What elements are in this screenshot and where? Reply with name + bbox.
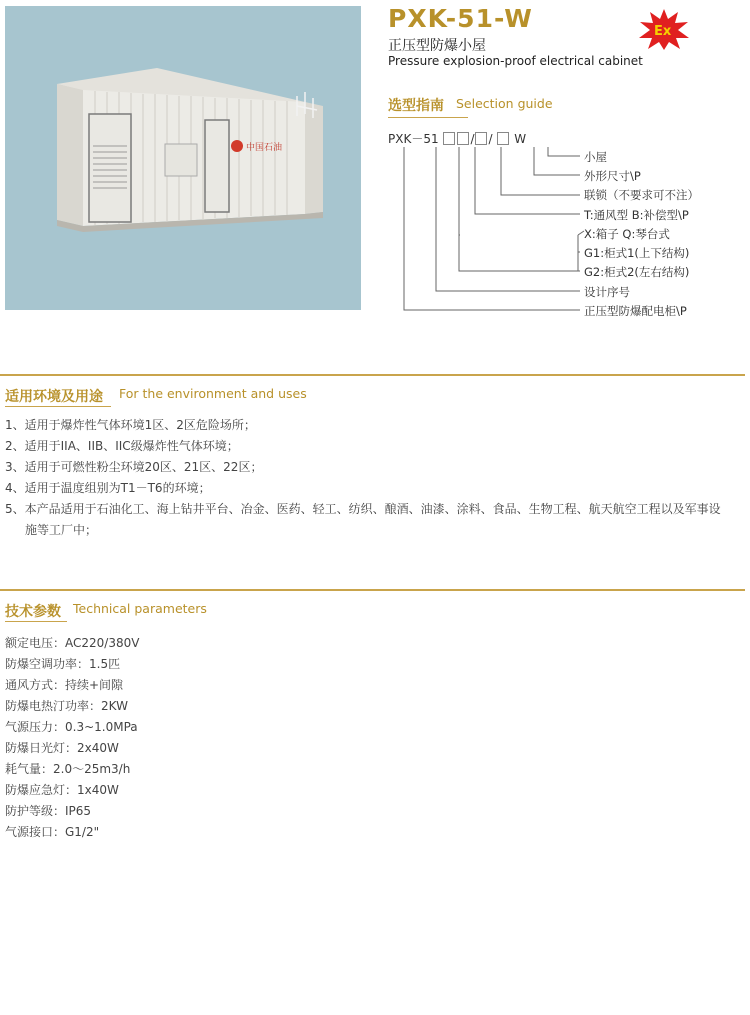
technical-title-en: Technical parameters [73, 601, 207, 616]
param-item: 通风方式：持续+间隙 [5, 678, 124, 692]
guide-item-9: 正压型防爆配电柜\P [584, 304, 687, 318]
guide-item-8: 设计序号 [584, 285, 630, 299]
param-item: 气源压力：0.3~1.0MPa [5, 720, 138, 734]
container-door-left [89, 114, 131, 222]
ex-badge [636, 8, 692, 50]
code-slash-1: / [470, 132, 475, 146]
container-door-right [205, 120, 229, 212]
container-panel [165, 144, 197, 176]
environment-rule [0, 374, 745, 376]
selection-connector-lines [388, 130, 728, 320]
param-item: 防爆日光灯：2x40W [5, 741, 119, 755]
product-photo [5, 6, 361, 310]
environment-item-1: 1、适用于爆炸性气体环境1区、2区危险场所； [5, 418, 256, 432]
product-name-cn: 正压型防爆小屋 [388, 38, 486, 54]
param-item: 防爆电热汀功率：2KW [5, 699, 128, 713]
environment-title-en: For the environment and uses [119, 386, 307, 401]
code-slash-2: / [488, 132, 493, 146]
environment-item-3: 3、适用于可燃性粉尘环境20区、21区、22区； [5, 460, 263, 474]
guide-item-6: G1:柜式1(上下结构) [584, 246, 690, 260]
selection-guide [388, 130, 728, 320]
selection-title-cn: 选型指南 [388, 98, 444, 114]
guide-item-1: 小屋 [584, 150, 607, 164]
environment-item-2: 2、适用于IIA、IIB、IIC级爆炸性气体环境； [5, 439, 239, 453]
param-item: 气源接口：G1/2" [5, 825, 100, 839]
guide-item-3: 联锁（不要求可不注） [584, 188, 699, 202]
product-model: PXK-51-W [388, 4, 533, 33]
environment-item-4: 4、适用于温度组别为T1－T6的环境； [5, 481, 211, 495]
environment-item-5: 5、本产品适用于石油化工、海上钻井平台、冶金、医药、轻工、纺织、酿酒、油漆、涂料、食品、生物工程、航天航空工程以及军事设 [5, 502, 721, 516]
container-illustration [5, 6, 361, 310]
model-code-prefix: PXK－51 [388, 132, 439, 146]
technical-underline [5, 621, 67, 622]
guide-item-7: G2:柜式2(左右结构) [584, 265, 690, 279]
guide-item-5: X:箱子 Q:琴台式 [584, 227, 670, 241]
technical-title-cn: 技术参数 [5, 604, 61, 620]
ex-burst-icon [636, 8, 692, 50]
technical-rule [0, 589, 745, 591]
selection-title-en: Selection guide [456, 96, 553, 111]
guide-item-4: T:通风型 B:补偿型\P [584, 208, 689, 222]
container-logo-text: 中国石油 [246, 143, 283, 153]
guide-item-2: 外形尺寸\P [584, 169, 641, 183]
param-item: 防爆应急灯：1x40W [5, 783, 119, 797]
selection-underline [388, 117, 468, 118]
param-item: 防护等级：IP65 [5, 804, 92, 818]
ex-badge-text: Ex [654, 24, 672, 39]
param-item: 防爆空调功率：1.5匹 [5, 657, 121, 671]
model-code-suffix: W [514, 132, 527, 146]
environment-title-cn: 适用环境及用途 [5, 389, 103, 405]
environment-item-5-cont: 施等工厂中； [25, 523, 98, 537]
petrochina-logo-icon [231, 140, 243, 152]
environment-underline [5, 406, 111, 407]
product-name-en: Pressure explosion-proof electrical cabinet [388, 54, 643, 68]
param-item: 耗气量：2.0～25m3/h [5, 762, 131, 776]
param-item: 额定电压：AC220/380V [5, 636, 140, 650]
